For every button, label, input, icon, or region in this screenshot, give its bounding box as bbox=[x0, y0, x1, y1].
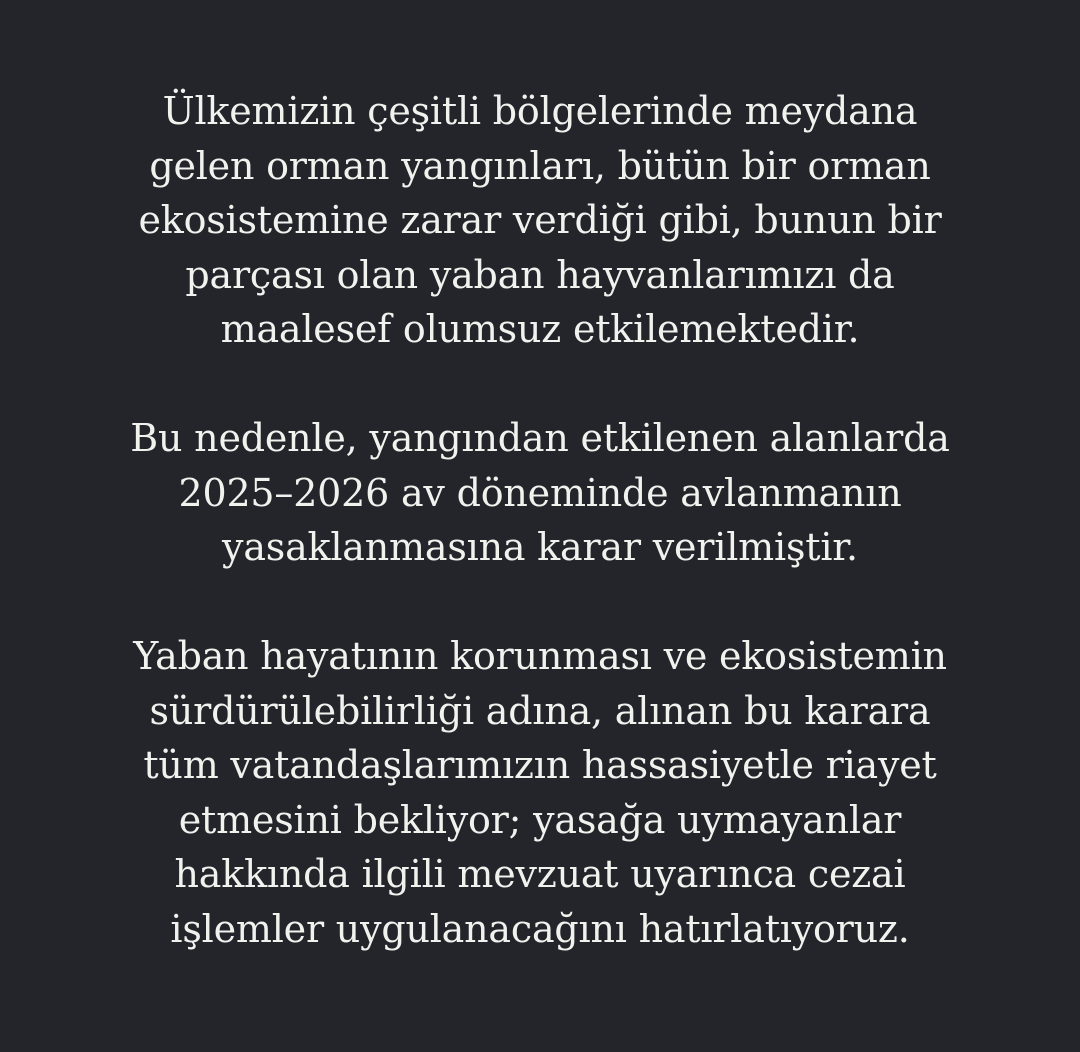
text-line: işlemler uygulanacağını hatırlatıyoruz. bbox=[170, 906, 910, 951]
text-line: yasaklanmasına karar verilmiştir. bbox=[222, 525, 858, 569]
paragraph-fire-impact bbox=[0, 84, 1080, 357]
text-line: etmesini bekliyor; yasağa uymayanlar bbox=[178, 797, 902, 842]
text-line: Yaban hayatının korunması ve ekosistemin bbox=[133, 634, 947, 678]
paragraph-hunting-ban bbox=[0, 411, 1080, 575]
text-line: maalesef olumsuz etkilemektedir. bbox=[220, 307, 860, 351]
text-line: Bu nedenle, yangından etkilenen alanlarda bbox=[130, 416, 950, 460]
text-line: parçası olan yaban hayvanlarımızı da bbox=[185, 252, 895, 297]
paragraph-compliance-warning bbox=[0, 629, 1080, 956]
text-line: tüm vatandaşlarımızın hassasiyetle riayet bbox=[143, 743, 937, 787]
text-line: ekosistemine zarar verdiği gibi, bunun bir bbox=[138, 198, 942, 242]
text-line: Ülkemizin çeşitli bölgelerinde meydana bbox=[162, 89, 918, 133]
text-line: 2025–2026 av döneminde avlanmanın bbox=[178, 470, 902, 515]
text-line: gelen orman yangınları, bütün bir orman bbox=[149, 143, 931, 188]
announcement-text bbox=[0, 84, 1080, 956]
text-line: hakkında ilgili mevzuat uyarınca cezai bbox=[174, 852, 906, 896]
text-line: sürdürülebilirliği adına, alınan bu karara bbox=[149, 688, 931, 733]
